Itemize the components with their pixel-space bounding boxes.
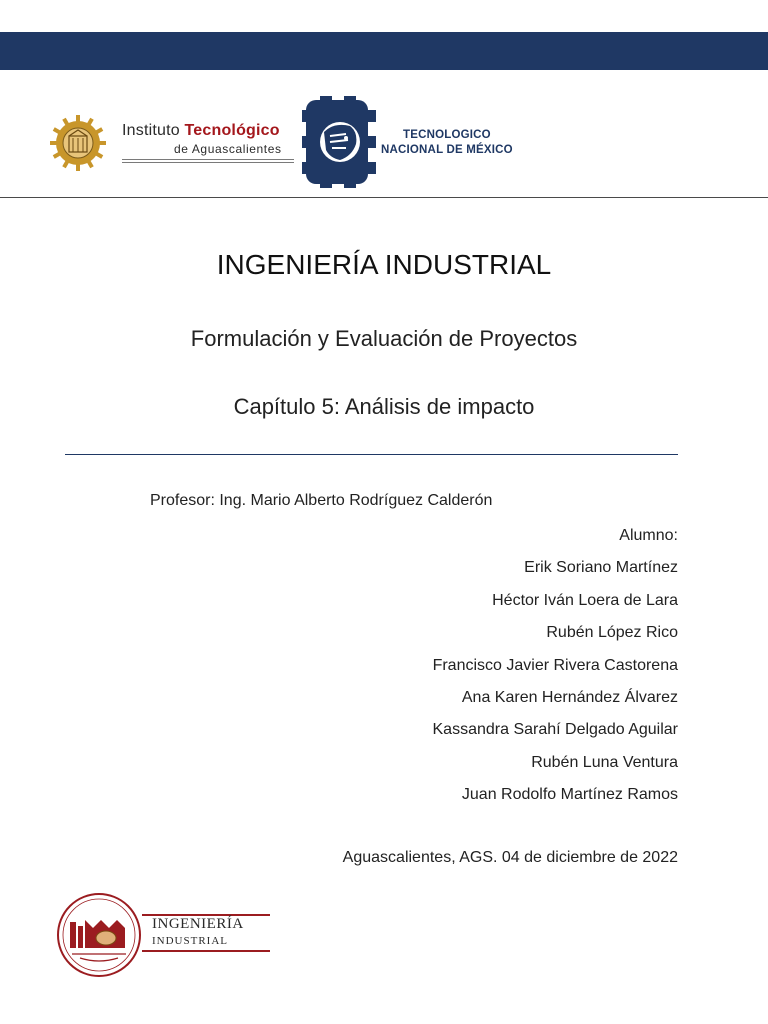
ita-name-block — [122, 122, 302, 156]
ita-seal-logo — [49, 114, 107, 172]
header-divider — [0, 197, 768, 198]
tecnm-gear-logo — [302, 96, 376, 188]
title-divider — [65, 454, 678, 455]
tecnm-line1: TECNOLOGICO — [403, 129, 491, 141]
footer-bar-bottom — [142, 950, 270, 952]
place-and-date: Aguascalientes, AGS. 04 de diciembre de 2022 — [342, 849, 678, 866]
ita-rule-bottom — [122, 162, 294, 163]
student-name: Rubén Luna Ventura — [531, 753, 678, 771]
student-name: Francisco Javier Rivera Castorena — [432, 656, 678, 674]
student-name: Juan Rodolfo Martínez Ramos — [461, 786, 678, 804]
top-header-band — [0, 32, 768, 70]
professor-name: Profesor: Ing. Mario Alberto Rodríguez Calderón — [150, 492, 493, 509]
header-logos — [0, 92, 768, 192]
industrial-emblem-icon — [56, 892, 142, 978]
student-name: Erik Soriano Martínez — [524, 559, 678, 577]
ita-location: de Aguascalientes — [174, 142, 282, 156]
students-label: Alumno: — [619, 527, 678, 544]
student-name: Héctor Iván Loera de Lara — [492, 591, 678, 609]
tecnm-line2: NACIONAL DE MÉXICO — [381, 144, 513, 156]
student-name: Rubén López Rico — [546, 624, 678, 642]
industrial-engineering-logo — [56, 892, 276, 982]
tecnm-name — [381, 128, 513, 158]
student-name: Ana Karen Hernández Álvarez — [461, 688, 678, 706]
ita-name-prefix: Instituto — [122, 122, 180, 139]
dept-subtitle: INDUSTRIAL — [152, 935, 228, 947]
students-block — [258, 524, 678, 816]
ita-rule-top — [122, 159, 294, 160]
ita-name-bold: Tecnológico — [184, 122, 280, 139]
career-title: INGENIERÍA INDUSTRIAL — [216, 249, 552, 280]
dept-title: INGENIERÍA — [152, 916, 244, 932]
ita-name-line — [122, 122, 302, 140]
student-name: Kassandra Sarahí Delgado Aguilar — [432, 721, 678, 739]
chapter-title: Capítulo 5: Análisis de impacto — [233, 394, 535, 419]
subject-title: Formulación y Evaluación de Proyectos — [190, 326, 578, 351]
